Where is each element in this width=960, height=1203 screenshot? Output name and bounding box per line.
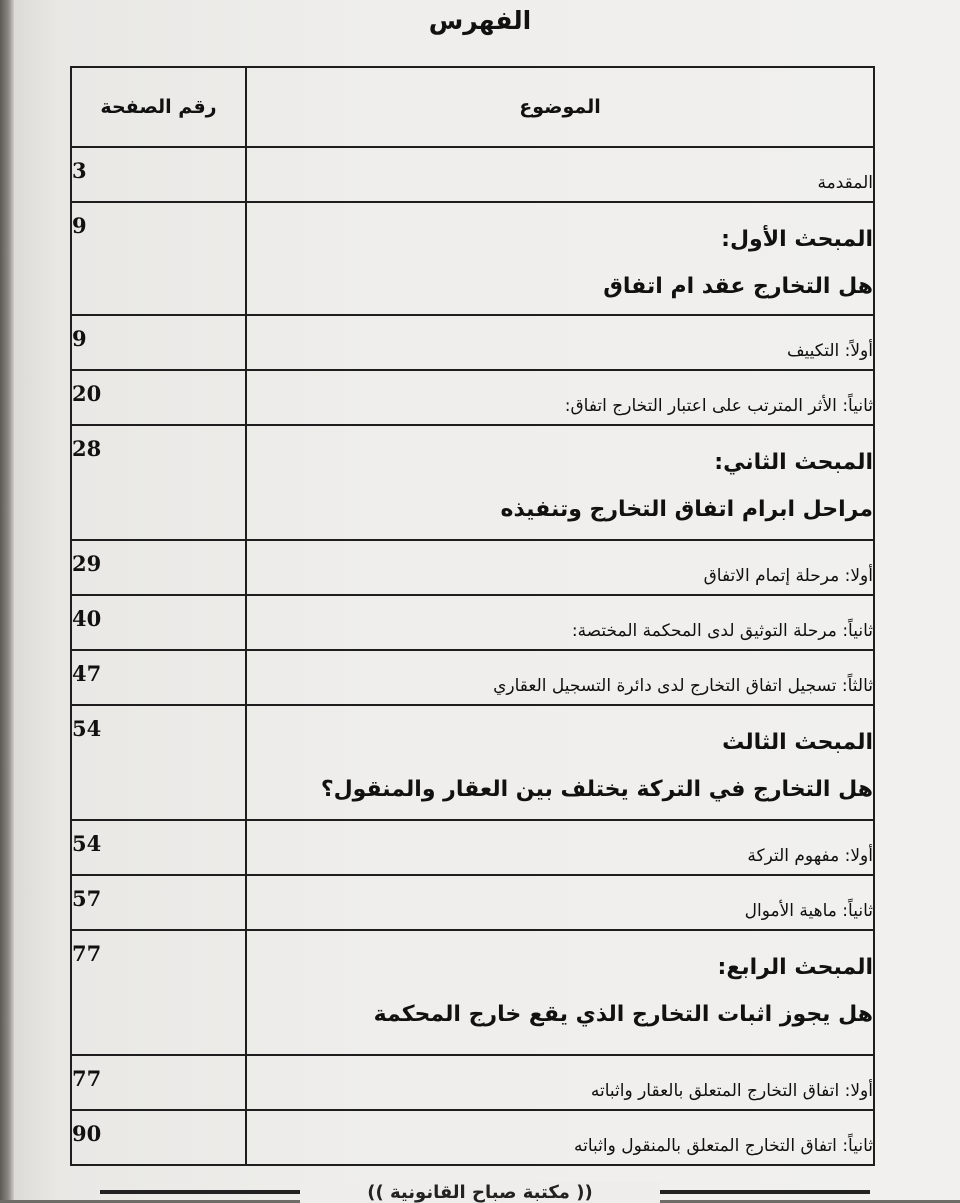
toc-topic: ثانياً: اتفاق التخارج المتعلق بالمنقول واثباته xyxy=(246,1110,874,1165)
section-title: هل التخارج في التركة يختلف بين العقار والمنقول؟ xyxy=(320,777,873,802)
topic-column-header: الموضوع xyxy=(246,67,874,147)
toc-topic: أولاً: التكييف xyxy=(246,315,874,370)
toc-topic: ثانياً: مرحلة التوثيق لدى المحكمة المختصة: xyxy=(246,595,874,650)
toc-row xyxy=(71,370,874,425)
toc-section-row xyxy=(71,425,874,540)
section-title: هل التخارج عقد ام اتفاق xyxy=(603,274,873,299)
toc-topic xyxy=(246,705,874,820)
toc-section-row xyxy=(71,705,874,820)
toc-page-number: 3 xyxy=(71,147,246,202)
toc-page-number: 54 xyxy=(71,705,246,820)
toc-row xyxy=(71,540,874,595)
toc-row xyxy=(71,1110,874,1165)
section-heading: المبحث الرابع: xyxy=(717,955,873,980)
toc-topic: أولا: مرحلة إتمام الاتفاق xyxy=(246,540,874,595)
toc-page-number: 77 xyxy=(71,1055,246,1110)
footer-text: (( مكتبة صباح القانونية )) xyxy=(300,1182,660,1203)
toc-page-number: 29 xyxy=(71,540,246,595)
toc-topic xyxy=(246,202,874,315)
toc-topic xyxy=(246,930,874,1055)
table-header-row xyxy=(71,67,874,147)
toc-page-number: 9 xyxy=(71,202,246,315)
section-title: مراحل ابرام اتفاق التخارج وتنفيذه xyxy=(500,497,873,522)
toc-row xyxy=(71,650,874,705)
toc-page-number: 77 xyxy=(71,930,246,1055)
toc-row xyxy=(71,875,874,930)
toc-row-intro xyxy=(71,147,874,202)
toc-page-number: 57 xyxy=(71,875,246,930)
toc-page-number: 9 xyxy=(71,315,246,370)
toc-page-number: 28 xyxy=(71,425,246,540)
toc-section-row xyxy=(71,202,874,315)
toc-page-number: 20 xyxy=(71,370,246,425)
section-heading: المبحث الثاني: xyxy=(714,450,873,475)
toc-topic: أولا: اتفاق التخارج المتعلق بالعقار واثباته xyxy=(246,1055,874,1110)
toc-page-number: 40 xyxy=(71,595,246,650)
toc-page-number: 90 xyxy=(71,1110,246,1165)
section-heading: المبحث الثالث xyxy=(722,730,873,755)
toc-topic: المقدمة xyxy=(246,147,874,202)
toc-section-row xyxy=(71,930,874,1055)
toc-topic xyxy=(246,425,874,540)
toc-row xyxy=(71,820,874,875)
page-binding-edge xyxy=(0,0,14,1200)
toc-topic: ثانياً: ماهية الأموال xyxy=(246,875,874,930)
toc-row xyxy=(71,1055,874,1110)
section-title: هل يجوز اثبات التخارج الذي يقع خارج المحكمة xyxy=(373,1002,873,1027)
toc-page-number: 54 xyxy=(71,820,246,875)
table-of-contents xyxy=(70,66,875,1166)
section-heading: المبحث الأول: xyxy=(721,227,873,252)
page-column-header: رقم الصفحة xyxy=(71,67,246,147)
toc-row xyxy=(71,315,874,370)
toc-page-number: 47 xyxy=(71,650,246,705)
toc-row xyxy=(71,595,874,650)
page-title: الفهرس xyxy=(428,6,532,35)
toc-topic: أولا: مفهوم التركة xyxy=(246,820,874,875)
toc-topic: ثالثاً: تسجيل اتفاق التخارج لدى دائرة التسجيل العقاري xyxy=(246,650,874,705)
toc-topic: ثانياً: الأثر المترتب على اعتبار التخارج اتفاق: xyxy=(246,370,874,425)
